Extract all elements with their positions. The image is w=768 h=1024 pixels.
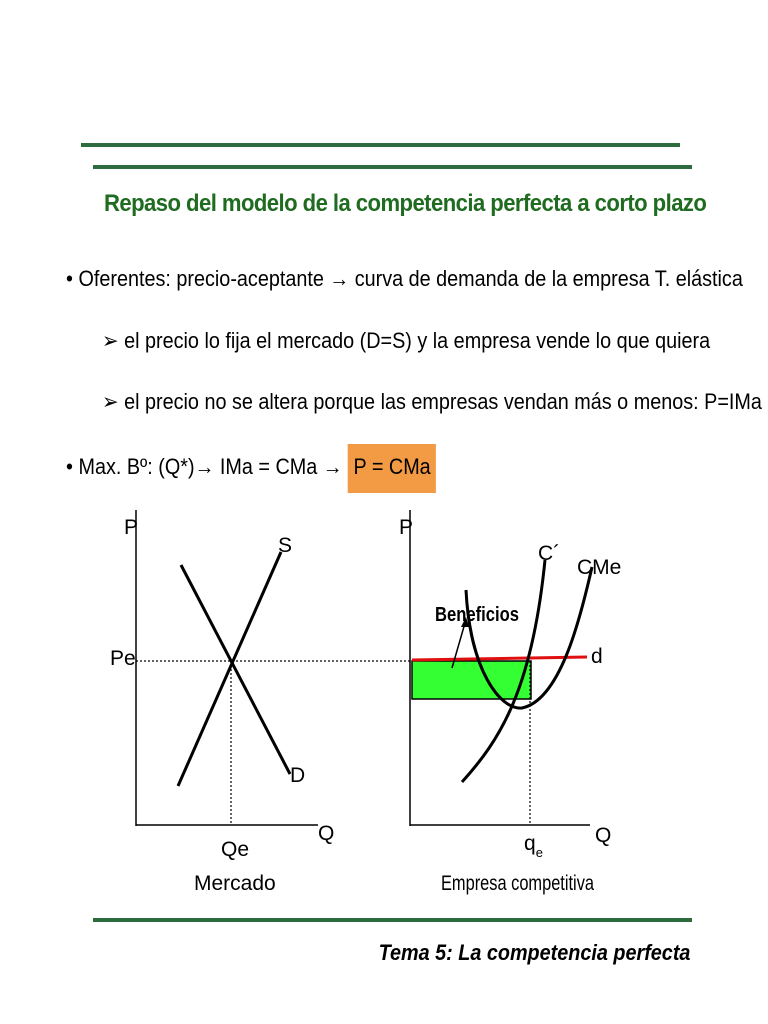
top-rule-1 [81,143,680,147]
firm-diagram [399,510,621,895]
bullet-marker: • [66,266,73,291]
arrow-marker: ➢ [102,328,119,353]
firm-caption: Empresa competitiva [441,872,595,895]
bullet-text: el precio lo fija el mercado (D=S) y la empresa vende lo que quiera [124,328,711,353]
bullet-2 [102,328,710,354]
slide-title: Repaso del modelo de la competencia perfecta a corto plazo [104,190,707,217]
quantity-label: Qe [221,838,250,861]
bullet-1 [66,266,743,292]
footer-topic: Tema 5: La competencia perfecta [378,940,690,965]
market-x-label: Q [318,822,335,845]
highlight-p-cma: P = CMa [348,444,436,493]
diagrams [0,500,768,900]
max-text: Max. Bº: (Q*)→ IMa = CMa → [78,454,343,479]
profit-area [412,661,531,699]
bottom-rule [93,918,692,922]
firm-x-label: Q [595,824,612,847]
mc-label: C´ [538,542,561,565]
supply-label: S [278,534,293,557]
bullet-marker: • [66,454,73,479]
q-subscript: e [535,845,543,860]
firm-demand-label: d [591,645,603,668]
ac-label: CMe [577,556,622,579]
bullet-3 [102,389,762,415]
q-letter: q [524,832,536,855]
arrow-marker: ➢ [102,389,119,414]
bullet-text: Oferentes: precio-aceptante → curva de demanda de la empresa T. elástica [78,266,743,291]
max-line [66,454,436,480]
firm-quantity-label [524,832,543,860]
firm-y-label: P [399,516,414,539]
market-caption: Mercado [194,872,276,895]
profit-label: Beneficios [435,604,519,626]
market-demand-label: D [290,764,306,787]
firm-demand-line [412,657,587,660]
bullet-text: el precio no se altera porque las empresas vendan más o menos: P=IMa [124,389,762,414]
market-y-label: P [124,516,139,539]
price-label: Pe [110,647,136,670]
top-rule-2 [93,165,692,169]
market-diagram [110,510,414,895]
